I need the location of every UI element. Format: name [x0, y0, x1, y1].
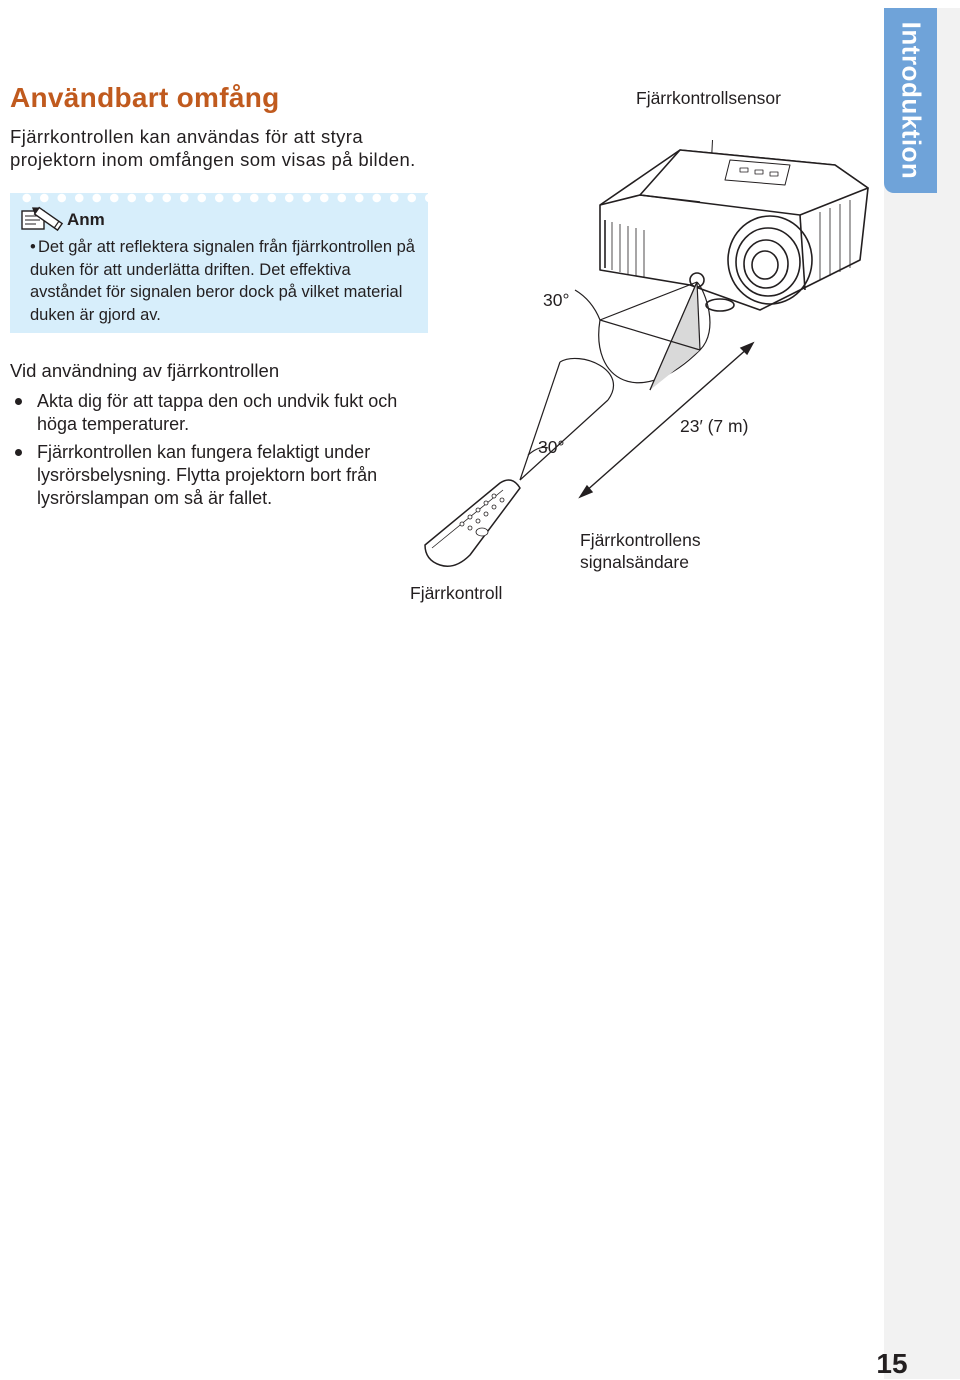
page-number: 15	[876, 1348, 908, 1379]
note-label: Anm	[67, 210, 105, 229]
note-bullet: •	[30, 238, 36, 256]
distance-label: 23′ (7 m)	[680, 416, 749, 436]
sensor-label: Fjärrkontrollsensor	[636, 88, 781, 108]
section-tab	[884, 8, 937, 193]
note-text: Det går att reflektera signalen från fjärrkontrollen på duken för att underlätta driften. Det effektiva avståndet för signalen beror dock på vilket material duken är gjord av.	[30, 238, 415, 324]
list-item	[10, 441, 430, 510]
emitter-label-line2: signalsändare	[580, 552, 689, 572]
note-text-item	[30, 236, 425, 326]
section-tab-label: Introduktion	[896, 21, 927, 180]
bullet-dot	[15, 449, 22, 456]
note-box	[10, 193, 428, 333]
usage-list	[10, 390, 430, 515]
side-tab-background	[884, 8, 960, 1379]
bullet-dot	[15, 398, 22, 405]
pencil-icon	[20, 205, 66, 235]
remote-cone	[520, 358, 613, 480]
angle-label-bottom: 30°	[538, 437, 565, 457]
bullet-text: Akta dig för att tappa den och undvik fukt och höga temperaturer.	[37, 391, 398, 434]
sensor-cone	[575, 282, 710, 390]
page-title: Användbart omfång	[10, 82, 280, 113]
remote-illustration	[425, 480, 520, 566]
remote-label: Fjärrkontroll	[410, 583, 503, 603]
bullet-text: Fjärrkontrollen kan fungera felaktigt under lysrörsbelysning. Flytta projektorn bort från lysrörslampan om så är fallet.	[37, 442, 378, 508]
note-dotted-border	[18, 193, 428, 203]
angle-label-top: 30°	[543, 290, 570, 310]
intro-paragraph: Fjärrkontrollen kan användas för att styra projektorn inom omfången som visas på bilden.	[10, 126, 416, 170]
list-item	[10, 390, 430, 436]
emitter-label-line1: Fjärrkontrollens	[580, 530, 701, 550]
projector-illustration	[600, 150, 868, 311]
usage-heading: Vid användning av fjärrkontrollen	[10, 360, 280, 381]
